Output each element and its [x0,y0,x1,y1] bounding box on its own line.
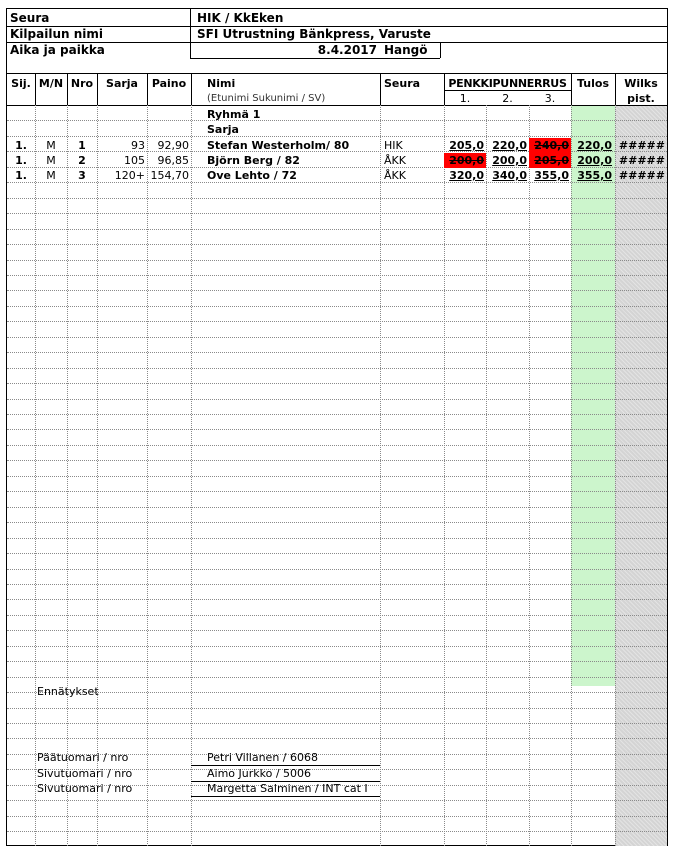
cell-a3: 240,0 [529,138,571,153]
cell-nimi: Björn Berg / 82 [207,154,300,167]
col-attempt-3: 3. [544,92,556,105]
cell-a3: 355,0 [534,169,569,182]
cell-a2: 200,0 [492,154,527,167]
competition-label: Kilpailun nimi [10,27,103,41]
cell-a1: 205,0 [449,139,484,152]
cell-wilks: ##### [618,169,665,182]
cell-seura: ÅKK [384,169,406,182]
competition-place: Hangö [384,43,428,57]
col-name: Nimi [207,77,236,90]
col-wilks-points: pist. [627,92,655,105]
cell-paino: 154,70 [150,169,189,182]
group-label: Ryhmä 1 [207,108,261,121]
col-class: Sarja [106,77,138,90]
cell-sij: 1. [15,154,27,167]
cell-a2: 220,0 [492,139,527,152]
cell-paino: 92,90 [157,139,189,152]
club-value: HIK / KkEken [197,11,284,25]
result-sheet [6,8,668,846]
cell-a1: 320,0 [449,169,484,182]
col-wilks: Wilks [624,77,658,90]
col-gender: M/N [38,77,64,90]
col-weight: Paino [151,77,187,90]
records-label: Ennätykset [37,685,99,698]
cell-nimi: Ove Lehto / 72 [207,169,297,182]
cell-sarja: 105 [124,154,145,167]
cell-a2: 340,0 [492,169,527,182]
col-name-hint: (Etunimi Sukunimi / SV) [207,93,326,104]
cell-sarja: 120+ [114,169,145,182]
cell-nro: 3 [78,169,86,182]
competition-value: SFI Utrustning Bänkpress, Varuste [197,27,431,41]
cell-a1: 200,0 [444,153,486,168]
col-attempt-2: 2. [502,92,513,105]
col-club: Seura [384,77,421,90]
cell-tulos: 200,0 [577,154,612,167]
cell-mn: M [46,139,56,152]
official-role: Sivutuomari / nro [37,767,133,780]
cell-a3: 205,0 [529,153,571,168]
col-result: Tulos [576,77,609,90]
cell-paino: 96,85 [157,154,189,167]
col-rank: Sij. [11,77,31,90]
cell-mn: M [46,154,56,167]
cell-seura: HIK [384,139,403,152]
col-attempt-1: 1. [459,92,471,105]
cell-tulos: 355,0 [577,169,612,182]
col-number: Nro [70,77,94,90]
official-name: Petri Villanen / 6068 [207,751,318,764]
official-role: Päätuomari / nro [37,751,129,764]
cell-seura: ÅKK [384,154,406,167]
col-bench-press: PENKKIPUNNERRUS [448,77,567,90]
official-role: Sivutuomari / nro [37,782,133,795]
cell-nro: 2 [78,154,86,167]
club-label: Seura [10,11,50,25]
time-place-label: Aika ja paikka [10,43,105,57]
cell-nimi: Stefan Westerholm/ 80 [207,139,350,152]
series-label: Sarja [207,123,239,136]
official-name: Aimo Jurkko / 5006 [207,767,312,780]
cell-sarja: 93 [131,139,145,152]
signature-line [191,796,380,797]
cell-sij: 1. [15,139,27,152]
cell-wilks: ##### [618,154,665,167]
cell-wilks: ##### [618,139,665,152]
cell-nro: 1 [78,139,86,152]
cell-mn: M [46,169,56,182]
official-name: Margetta Salminen / INT cat I [207,782,368,795]
cell-sij: 1. [15,169,27,182]
competition-date: 8.4.2017 [317,43,377,57]
cell-tulos: 220,0 [577,139,612,152]
